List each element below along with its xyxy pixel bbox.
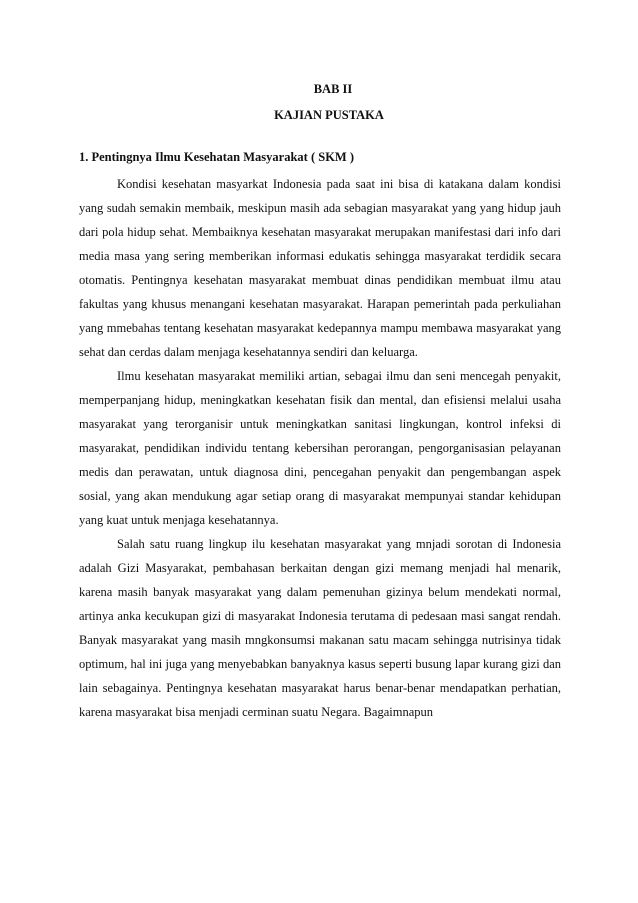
chapter-title: KAJIAN PUSTAKA [274,108,384,122]
section-heading: 1. Pentingnya Ilmu Kesehatan Masyarakat ( SKM ) [79,150,354,164]
body-text [79,172,561,724]
paragraph-2: Ilmu kesehatan masyarakat memiliki artian, sebagai ilmu dan seni mencegah penyakit, memperpanjang hidup, meningkatkan kesehatan fisik dan mental, dan efisiensi melalui usaha masyarakat yang terorganisir untuk meningkatkan sanitasi lingkungan, kontrol infeksi di masyarakat, pendidikan individu tentang kebersihan perorangan, pengorganisasian pelayanan medis dan perawatan, untuk diagnosa dini, pencegahan penyakit dan pengembangan aspek sosial, yang akan mendukung agar setiap orang di masyarakat mempunyai standar kehidupan yang kuat untuk menjaga kesehatannya. [79,369,561,527]
paragraph-3: Salah satu ruang lingkup ilu kesehatan masyarakat yang mnjadi sorotan di Indonesia adalah Gizi Masyarakat, pembahasan berkaitan dengan gizi memang menjadi hal menarik, karena masih banyak masyarakat yang dalam pemenuhan gizinya belum mendekati normal, artinya anka kecukupan gizi di masyarakat Indonesia terutama di pedesaan masi sangat rendah. Banyak masyarakat yang masih mngkonsumsi makanan satu macam sehingga nutrisinya tidak optimum, hal ini juga yang menyebabkan banyaknya kasus seperti busung lapar kurang gizi dan lain sebagainya. Pentingnya kesehatan masyarakat harus benar-benar mendapatkan perhatian, karena masyarakat bisa menjadi cerminan suatu Negara. Bagaimnapun [79,537,561,719]
paragraph-1: Kondisi kesehatan masyarkat Indonesia pada saat ini bisa di katakana dalam kondisi yang sudah semakin membaik, meskipun masih ada sebagian masyarakat yang yang hidup jauh dari pola hidup sehat. Membaiknya kesehatan masyarakat merupakan manifestasi dari info dari media masa yang sering memberikan informasi edukatis sehingga masyarakat terdidik secara otomatis. Pentingnya kesehatan masyarakat membuat dinas pendidikan membuat ilmu atau fakultas yang khusus menangani kesehatan masyarakat. Harapan pemerintah pada perkuliahan yang mmebahas tentang kesehatan masyarakat kedepannya mampu membawa masyarakat yang sehat dan cerdas dalam menjaga kesehatannya sendiri dan keluarga. [79,177,561,359]
chapter-heading: BAB II [313,82,353,96]
